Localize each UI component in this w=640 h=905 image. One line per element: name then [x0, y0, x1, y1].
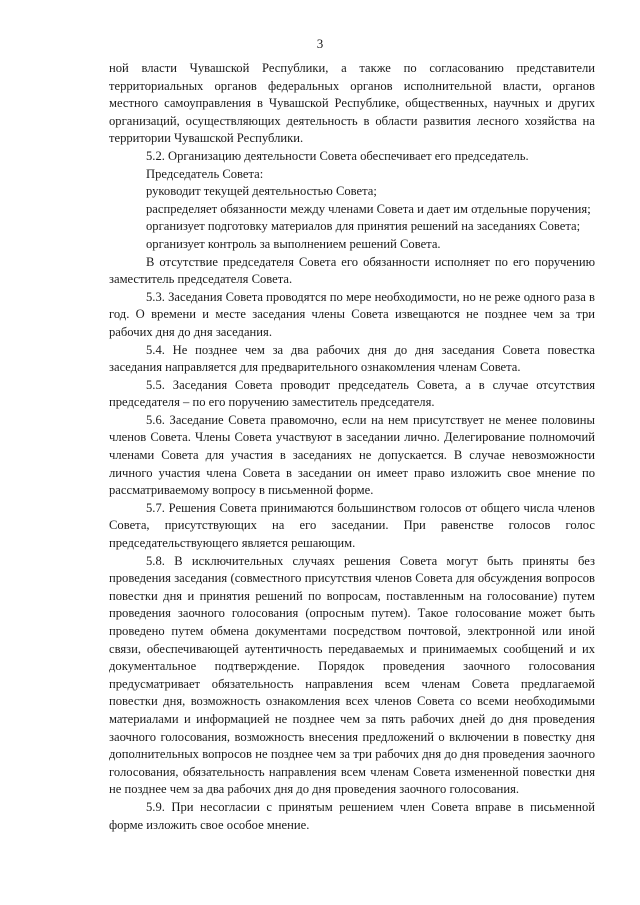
document-body [109, 60, 595, 834]
paragraph-5-4: 5.4. Не позднее чем за два рабочих дня до дня заседания Совета повестка заседания направляется для предварительного ознакомления членам Совета. [109, 342, 595, 375]
paragraph-5-9: 5.9. При несогласии с принятым решением член Совета вправе в письменной форме изложить свое особое мнение. [109, 799, 595, 832]
paragraph-5-2: 5.2. Организацию деятельности Совета обеспечивает его председатель. [146, 148, 529, 163]
paragraph-deputy: В отсутствие председателя Совета его обязанности исполняет по его поручению заместитель председателя Совета. [109, 254, 595, 287]
paragraph-continuation: ной власти Чувашской Республики, а также по согласованию представители территориальных органов федеральных органов исполнительной власти, органов местного самоуправления в Чувашской Республике, общественных, научных и других организаций, осуществляющих деятельность в области развития лесного хозяйства на территории Чувашской Республики. [109, 61, 595, 146]
page-number: 3 [316, 36, 324, 51]
paragraph-5-5: 5.5. Заседания Совета проводит председатель Совета, а в случае отсутствия председателя – по его поручению заместитель председателя. [109, 377, 595, 410]
paragraph-5-7: 5.7. Решения Совета принимаются большинством голосов от общего числа членов Совета, присутствующих на его заседании. При равенстве голосов голос председательствующего является решающим. [109, 500, 595, 551]
paragraph-5-8: 5.8. В исключительных случаях решения Совета могут быть приняты без проведения заседания (совместного присутствия членов Совета для обсуждения вопросов повестки дня и принятия решений по вопросам, поставленным на голосование) путем проведения заочного голосования (опросным путем). Такое голосование может быть проведено путем обмена документами посредством почтовой, электронной или иной связи, обеспечивающей аутентичность передаваемых и принимаемых сообщений и их документальное подтверждение. Порядок проведения заочного голосования предусматривает обязательность направления всем членам Совета предлагаемой повестки дня, возможность ознакомления всех членов Совета со всеми необходимыми материалами и информацией не позднее чем за пять рабочих дней до дня проведения заочного голосования, возможность внесения предложений о включении в повестку дня дополнительных вопросов не позднее чем за три рабочих дня до дня проведения заочного голосования, обязательность направления всем членам Совета измененной повестки дня не позднее чем за два рабочих дня до дня проведения заочного голосования. [109, 553, 595, 797]
paragraph-chairman-duty-4: организует контроль за выполнением решений Совета. [146, 236, 441, 251]
paragraph-5-6: 5.6. Заседание Совета правомочно, если на нем присутствует не менее половины членов Совета. Члены Совета участвуют в заседании лично. Делегирование полномочий членами Совета для участия в заседаниях не допускается. В случае невозможности личного участия члена Совета в заседании он имеет право изложить свое мнение по рассматриваемому вопросу в письменной форме. [109, 412, 595, 498]
paragraph-chairman-duty-2: распределяет обязанности между членами Совета и дает им отдельные поручения; [146, 201, 591, 216]
paragraph-chairman-duty-1: руководит текущей деятельностью Совета; [146, 184, 377, 199]
paragraph-chairman-duty-3: организует подготовку материалов для принятия решений на заседаниях Совета; [146, 219, 581, 234]
paragraph-5-3: 5.3. Заседания Совета проводятся по мере необходимости, но не реже одного раза в год. О времени и месте заседания члены Совета извещаются не позднее чем за три рабочих дня до дня заседания. [109, 289, 595, 339]
paragraph-chairman-heading: Председатель Совета: [146, 166, 264, 181]
